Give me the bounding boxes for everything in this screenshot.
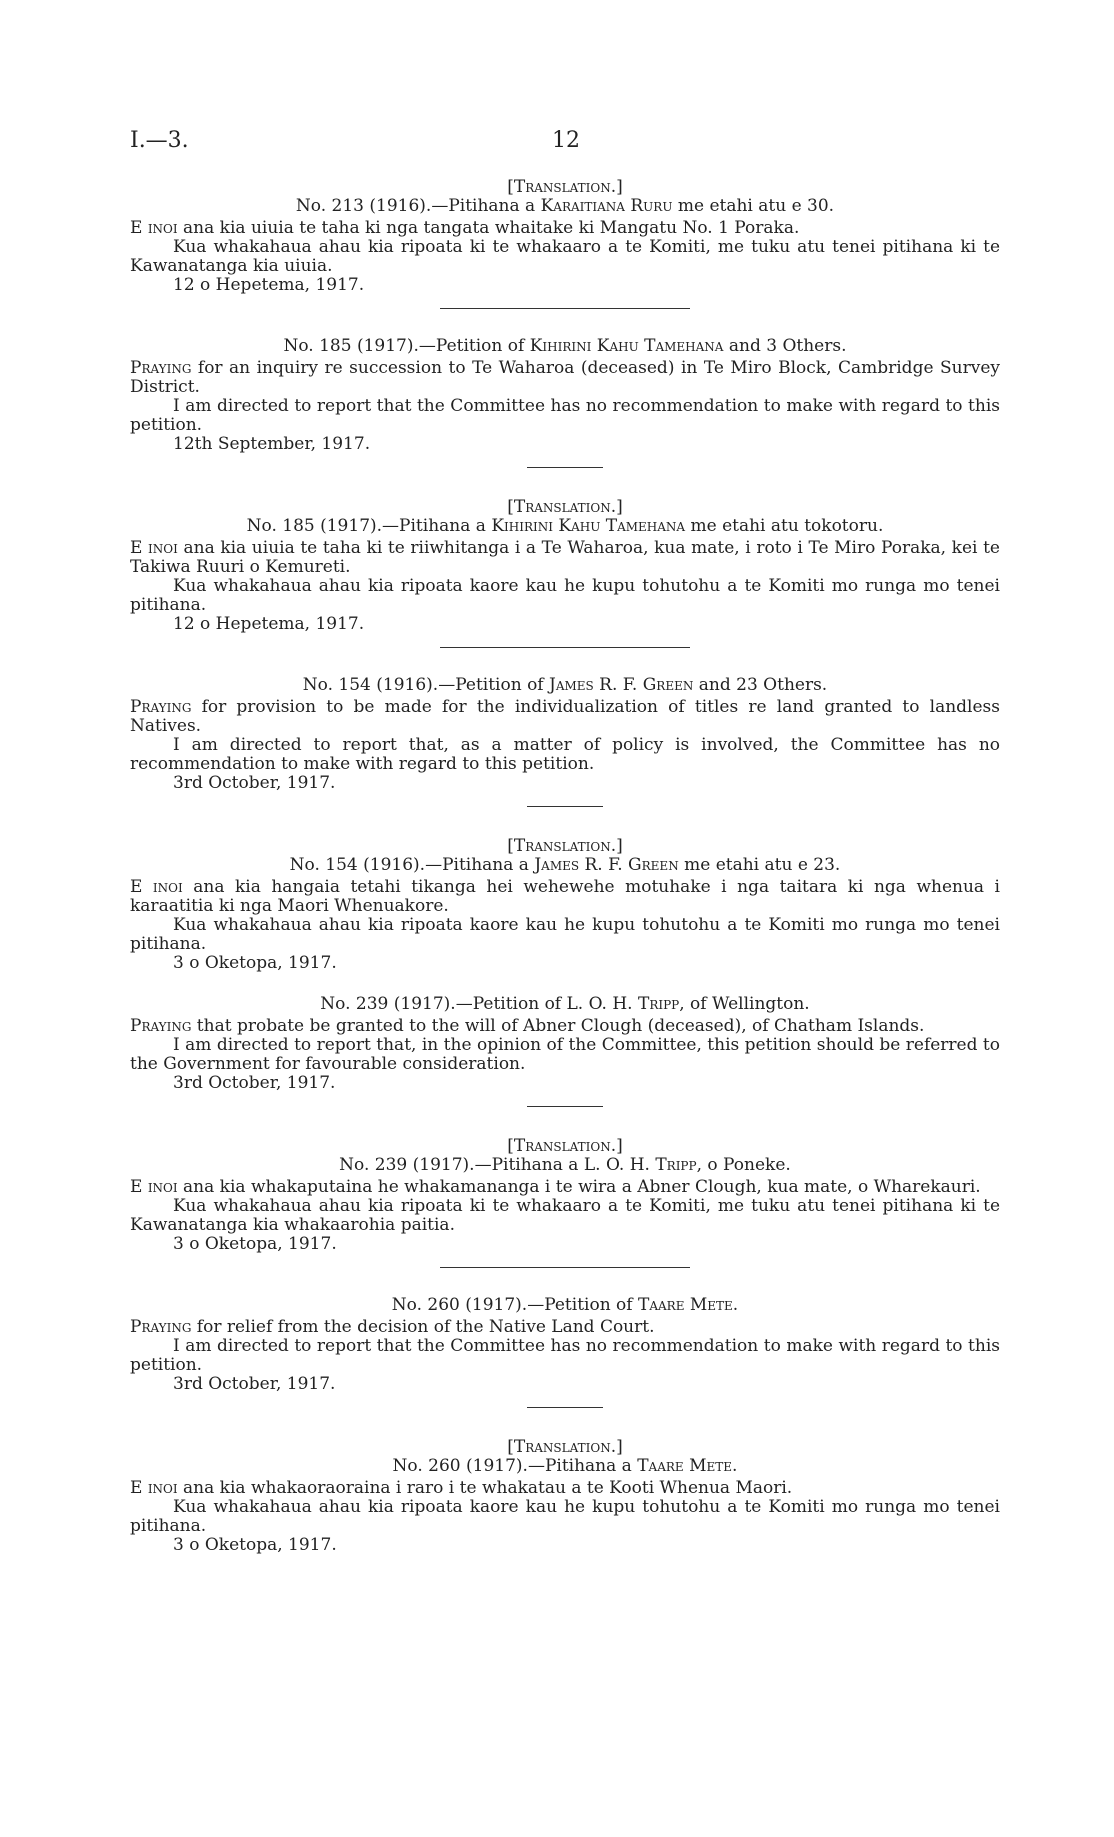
document-body: [130, 178, 1000, 1555]
prayer-paragraph: [130, 1318, 1000, 1337]
petition-section: [130, 498, 1000, 634]
petition-section: [130, 1137, 1000, 1254]
opening-word: Praying: [130, 358, 192, 378]
section-divider: [527, 806, 603, 807]
section-divider: [440, 1267, 690, 1268]
petition-number: No. 154 (1916).: [289, 855, 426, 875]
petition-heading: [130, 1296, 1000, 1315]
translation-label: [Translation.]: [507, 497, 623, 517]
petition-number: No. 185 (1917).: [246, 516, 383, 536]
petitioner-name: Taare Mete: [637, 1295, 733, 1315]
petitioner-name: James R. F. Green: [534, 855, 679, 875]
heading-tail: me etahi atu e 30.: [672, 196, 835, 216]
section-divider: [440, 308, 690, 309]
petitioner-name: Kihirini Kahu Tamehana: [529, 336, 724, 356]
opening-word: Praying: [130, 697, 192, 717]
heading-lead: —Pitihana a: [474, 1155, 584, 1175]
heading-tail: and 3 Others.: [723, 336, 847, 356]
heading-lead: —Pitihana a: [382, 516, 492, 536]
report-paragraph: I am directed to report that the Committee has no recommendation to make with regard to this petition.: [130, 1336, 1000, 1375]
section-divider: [527, 467, 603, 468]
petition-heading: [130, 337, 1000, 356]
petition-section: [130, 1296, 1000, 1394]
prayer-text: ana kia uiuia te taha ki nga tangata whaitake ki Mangatu No. 1 Poraka.: [177, 218, 800, 238]
heading-tail: .: [732, 1456, 738, 1476]
prayer-paragraph: [130, 1178, 1000, 1197]
prayer-text: for an inquiry re succession to Te Waharoa (deceased) in Te Miro Block, Cambridge Survey District.: [130, 358, 1000, 397]
heading-tail: and 23 Others.: [693, 675, 828, 695]
report-paragraph: Kua whakahaua ahau kia ripoata kaore kau he kupu tohutohu a te Komiti mo runga mo tenei pitihana.: [130, 915, 1000, 954]
heading-tail: , o Poneke.: [696, 1155, 791, 1175]
prayer-text: ana kia hangaia tetahi tikanga hei wehewehe motuhake i nga taitara ki nga whenua i karaatitia ki nga Maori Whenuakore.: [130, 877, 1000, 916]
petitioner-name: L. O. H. Tripp: [566, 994, 680, 1014]
petition-section: [130, 837, 1000, 973]
report-date: 3 o Oketopa, 1917.: [173, 1535, 337, 1555]
petition-number: No. 239 (1917).: [320, 994, 456, 1014]
petitioner-name: L. O. H. Tripp: [583, 1155, 697, 1175]
report-date: 3 o Oketopa, 1917.: [173, 953, 337, 973]
translation-label: [Translation.]: [507, 177, 623, 197]
petition-number: No. 213 (1916).: [295, 196, 432, 216]
report-date: 3 o Oketopa, 1917.: [173, 1234, 337, 1254]
translation-label: [Translation.]: [507, 836, 623, 856]
translation-label: [Translation.]: [507, 1437, 623, 1457]
petition-number: No. 260 (1917).: [392, 1456, 528, 1476]
report-date: 3rd October, 1917.: [173, 773, 336, 793]
report-paragraph: Kua whakahaua ahau kia ripoata ki te whakaaro a te Komiti, me tuku atu tenei pitihana ki te Kawanatanga kia uiuia.: [130, 237, 1000, 276]
petitioner-name: Karaitiana Ruru: [540, 196, 673, 216]
report-paragraph: I am directed to report that the Committee has no recommendation to make with regard to this petition.: [130, 396, 1000, 435]
petition-section: [130, 1438, 1000, 1555]
page-number: 12: [552, 128, 580, 153]
opening-word: E inoi: [130, 538, 178, 558]
report-paragraph: Kua whakahaua ahau kia ripoata kaore kau he kupu tohutohu a te Komiti mo runga mo tenei pitihana.: [130, 576, 1000, 615]
prayer-paragraph: [130, 878, 1000, 916]
translation-label: [Translation.]: [507, 1136, 623, 1156]
section-divider: [440, 647, 690, 648]
heading-lead: —Pitihana a: [425, 855, 535, 875]
heading-lead: —Petition of: [438, 675, 549, 695]
petition-section: [130, 178, 1000, 295]
petition-section: [130, 995, 1000, 1093]
report-date: 12 o Hepetema, 1917.: [173, 275, 365, 295]
petition-section: [130, 337, 1000, 454]
petitioner-name: James R. F. Green: [549, 675, 694, 695]
prayer-paragraph: [130, 219, 1000, 238]
petition-heading: [130, 676, 1000, 695]
petition-heading: [130, 1457, 1000, 1476]
opening-word: E inoi: [130, 877, 183, 897]
petition-heading: [130, 995, 1000, 1014]
report-paragraph: I am directed to report that, as a matter of policy is involved, the Committee has no recommendation to make with regard to this petition.: [130, 735, 1000, 774]
opening-word: Praying: [130, 1317, 192, 1337]
report-date: 12 o Hepetema, 1917.: [173, 614, 365, 634]
report-paragraph: I am directed to report that, in the opinion of the Committee, this petition should be referred to the Government for favourable consideration.: [130, 1035, 1000, 1074]
heading-lead: —Petition of: [455, 994, 567, 1014]
report-date: 3rd October, 1917.: [173, 1374, 336, 1394]
heading-lead: —Pitihana a: [527, 1456, 638, 1476]
prayer-text: ana kia whakaputaina he whakamananga i te wira a Abner Clough, kua mate, o Wharekauri.: [177, 1177, 981, 1197]
prayer-paragraph: [130, 359, 1000, 397]
prayer-paragraph: [130, 539, 1000, 577]
opening-word: Praying: [130, 1016, 192, 1036]
prayer-paragraph: [130, 1479, 1000, 1498]
page-header: [0, 128, 1114, 168]
heading-tail: me etahi atu tokotoru.: [685, 516, 884, 536]
prayer-text: ana kia uiuia te taha ki te riiwhitanga i a Te Waharoa, kua mate, i roto i Te Miro Poraka, kei te Takiwa Ruuri o Kemureti.: [130, 538, 1000, 577]
heading-lead: —Petition of: [418, 336, 530, 356]
section-divider: [527, 1106, 603, 1107]
prayer-paragraph: [130, 698, 1000, 736]
report-paragraph: Kua whakahaua ahau kia ripoata kaore kau he kupu tohutohu a te Komiti mo runga mo tenei pitihana.: [130, 1497, 1000, 1536]
opening-word: E inoi: [130, 1177, 178, 1197]
petition-number: No. 260 (1917).: [391, 1295, 528, 1315]
heading-lead: —Pitihana a: [431, 196, 541, 216]
report-date: 3rd October, 1917.: [173, 1073, 336, 1093]
heading-tail: me etahi atu e 23.: [678, 855, 841, 875]
petition-heading: [130, 1156, 1000, 1175]
opening-word: E inoi: [130, 1478, 178, 1498]
paper-reference: I.—3.: [130, 128, 189, 153]
opening-word: E inoi: [130, 218, 178, 238]
petition-heading: [130, 517, 1000, 536]
prayer-text: for provision to be made for the individualization of titles re land granted to landless Natives.: [130, 697, 1000, 736]
prayer-text: that probate be granted to the will of Abner Clough (deceased), of Chatham Islands.: [191, 1016, 925, 1036]
petition-heading: [130, 197, 1000, 216]
petition-number: No. 239 (1917).: [339, 1155, 475, 1175]
section-gap: [130, 973, 1000, 995]
petitioner-name: Kihirini Kahu Tamehana: [491, 516, 686, 536]
heading-lead: —Petition of: [527, 1295, 638, 1315]
report-date: 12th September, 1917.: [173, 434, 371, 454]
report-paragraph: Kua whakahaua ahau kia ripoata ki te whakaaro a te Komiti, me tuku atu tenei pitihana ki te Kawanatanga kia whakaarohia paitia.: [130, 1196, 1000, 1235]
heading-tail: .: [732, 1295, 739, 1315]
petition-heading: [130, 856, 1000, 875]
heading-tail: , of Wellington.: [679, 994, 810, 1014]
petitioner-name: Taare Mete: [637, 1456, 733, 1476]
petition-number: No. 154 (1916).: [302, 675, 439, 695]
prayer-paragraph: [130, 1017, 1000, 1036]
petition-section: [130, 676, 1000, 793]
section-divider: [527, 1407, 603, 1408]
prayer-text: ana kia whakaoraoraina i raro i te whakatau a te Kooti Whenua Maori.: [177, 1478, 793, 1498]
prayer-text: for relief from the decision of the Native Land Court.: [191, 1317, 655, 1337]
petition-number: No. 185 (1917).: [283, 336, 419, 356]
